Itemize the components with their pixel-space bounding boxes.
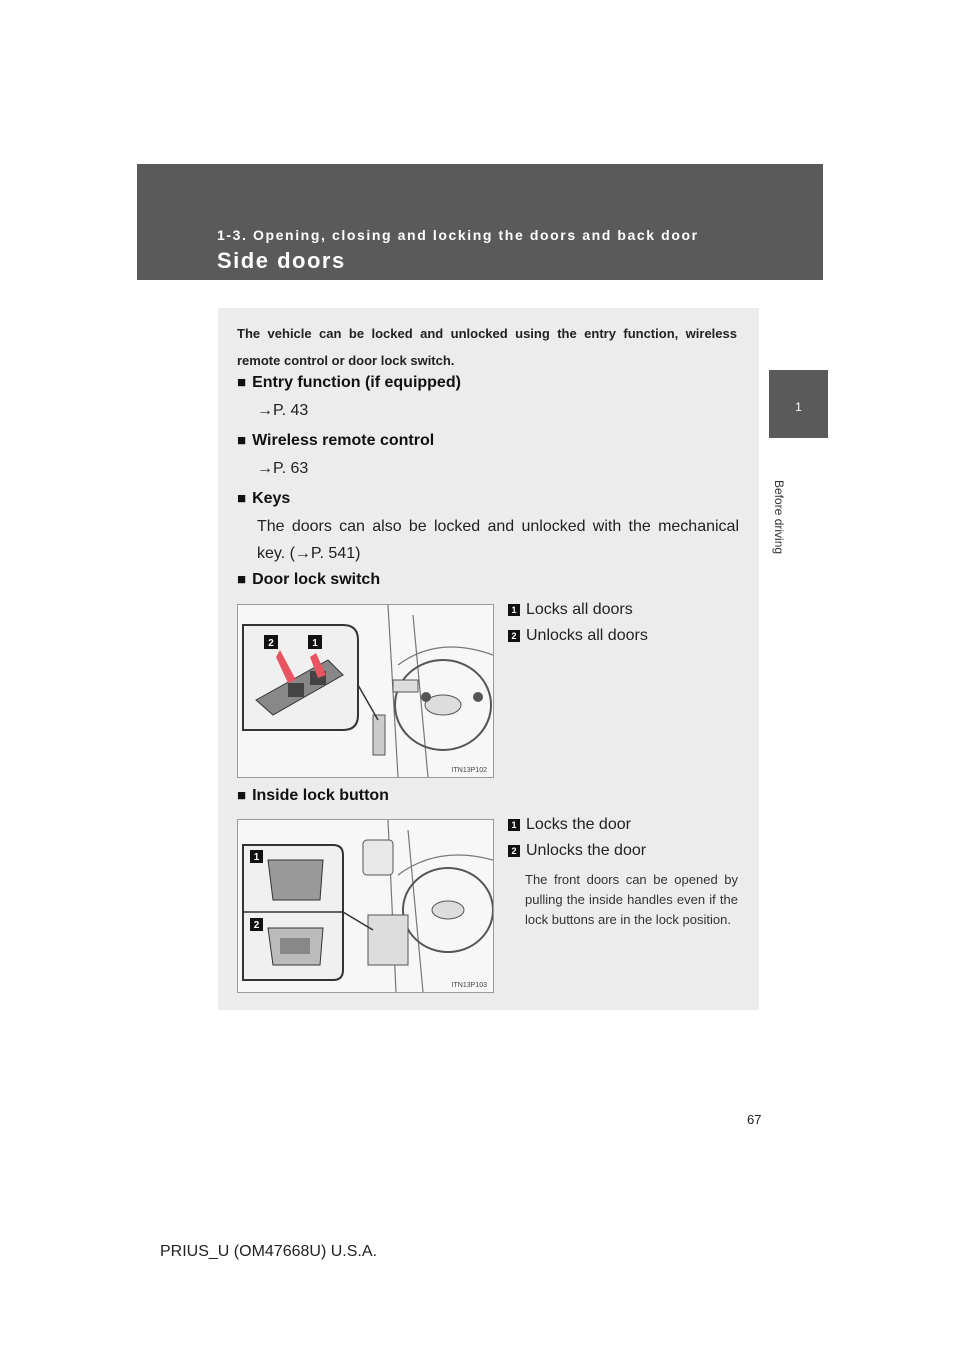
- square-bullet-icon: ■: [237, 374, 247, 391]
- number-badge-icon: 2: [508, 630, 520, 642]
- number-badge-icon: 1: [508, 819, 520, 831]
- heading-inside-lock: ■ Inside lock button: [237, 787, 389, 804]
- heading-door-lock: ■ Door lock switch: [237, 571, 381, 588]
- footer-model: PRIUS_U (OM47668U) U.S.A.: [160, 1243, 377, 1260]
- number-badge-icon: 1: [508, 604, 520, 616]
- door-lock-switch-figure: [237, 604, 494, 778]
- figure-code: ITN13P102: [451, 767, 487, 774]
- callout-locks-all: 1 Locks all doors: [508, 601, 633, 619]
- inside-lock-figure: [237, 819, 494, 993]
- callout-unlocks-door: 2 Unlocks the door: [508, 842, 646, 860]
- figure-code: ITN13P103: [451, 982, 487, 989]
- chapter-tab: [769, 370, 828, 438]
- square-bullet-icon: ■: [237, 571, 247, 588]
- page-number: 67: [747, 1112, 762, 1127]
- heading-keys: ■ Keys: [237, 490, 291, 507]
- door-lock-switch-illustration: [238, 605, 493, 777]
- callout-locks-door: 1 Locks the door: [508, 816, 631, 834]
- square-bullet-icon: ■: [237, 490, 247, 507]
- square-bullet-icon: ■: [237, 432, 247, 449]
- heading-wireless: ■ Wireless remote control: [237, 432, 435, 449]
- chapter-header: [137, 164, 823, 280]
- chapter-tab-label: Before driving: [772, 480, 786, 555]
- page-title: Side doors: [217, 248, 346, 273]
- svg-text:2: 2: [268, 638, 274, 649]
- heading-entry: ■ Entry function (if equipped): [237, 374, 461, 391]
- ref-entry[interactable]: →P. 43: [257, 402, 309, 419]
- keys-text: The doors can also be locked and unlocked with the mechanical key. (→P. 541): [257, 518, 739, 562]
- square-bullet-icon: ■: [237, 787, 247, 804]
- inside-lock-note: The front doors can be opened by pulling the inside handles even if the lock buttons are in the lock position.: [525, 872, 738, 927]
- section-title: 1-3. Opening, closing and locking the doors and back door: [217, 227, 699, 243]
- callout-unlocks-all: 2 Unlocks all doors: [508, 627, 648, 645]
- svg-text:1: 1: [253, 852, 260, 863]
- intro-text: The vehicle can be locked and unlocked using the entry function, wireless remote control or door lock switch.: [237, 326, 737, 368]
- inside-lock-illustration: [238, 820, 493, 992]
- svg-text:2: 2: [253, 920, 260, 931]
- chapter-tab-number: 1: [795, 400, 802, 414]
- ref-wireless[interactable]: →P. 63: [257, 460, 309, 477]
- number-badge-icon: 2: [508, 845, 520, 857]
- svg-text:1: 1: [312, 638, 318, 649]
